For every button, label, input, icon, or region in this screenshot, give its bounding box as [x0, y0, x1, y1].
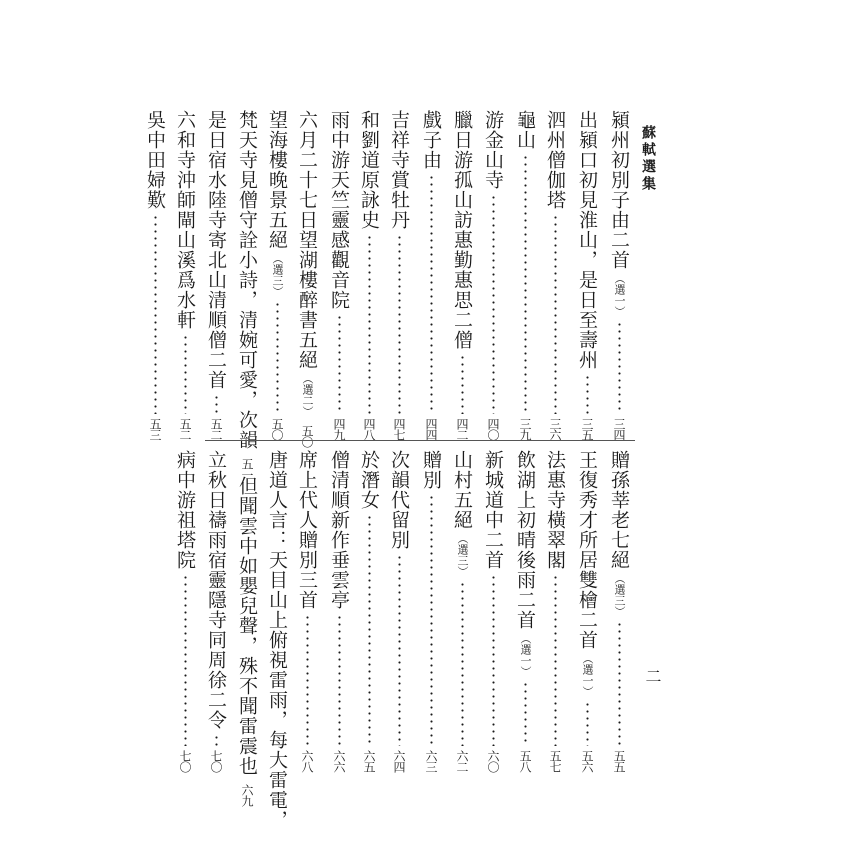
- entry-title: 新城道中二首: [482, 450, 504, 570]
- dot-leader: [306, 614, 309, 746]
- entry-title: 吳中田婦歎: [144, 110, 166, 210]
- toc-entry[interactable]: [480, 450, 506, 772]
- dot-leader: [524, 154, 527, 414]
- toc-entry[interactable]: [512, 110, 538, 440]
- entry-title: 和劉道原詠史: [358, 110, 380, 230]
- entry-page: 六八: [300, 750, 314, 772]
- entry-page: 四八: [362, 418, 376, 440]
- dot-leader: [338, 314, 341, 414]
- toc-entry[interactable]: [172, 450, 198, 772]
- entry-page: 六二: [455, 750, 469, 772]
- entry-page: 五二: [209, 418, 223, 440]
- dot-leader: [461, 581, 464, 746]
- entry-title: 六月二十七日望湖樓醉書五絕: [296, 110, 318, 370]
- entry-title: 臘日游孤山訪惠勤惠思二僧: [451, 110, 473, 350]
- entry-page: 六六: [332, 750, 346, 772]
- entry-page: 五三: [148, 418, 162, 440]
- entry-title: 出潁口初見淮山，是日至壽州: [576, 110, 598, 370]
- dot-leader: [586, 374, 589, 414]
- entry-title: 雨中游天竺靈感觀音院: [328, 110, 350, 310]
- toc-entry[interactable]: [542, 110, 568, 440]
- toc-entry[interactable]: [418, 110, 444, 440]
- dot-leader: [492, 194, 495, 414]
- toc-entry[interactable]: [294, 110, 320, 447]
- running-title: 蘇軾選集: [640, 125, 656, 193]
- entry-page: 五二: [178, 418, 192, 440]
- dot-leader: [184, 334, 187, 414]
- entry-note: （選一）: [581, 653, 594, 697]
- toc-entry[interactable]: [386, 110, 412, 440]
- entry-title: 席上代人贈別三首: [296, 450, 318, 610]
- entry-page: 三五: [580, 418, 594, 440]
- entry-page: 六五: [362, 750, 376, 772]
- dot-leader: [586, 701, 589, 746]
- dot-leader: [430, 494, 433, 746]
- toc-entry[interactable]: [480, 110, 506, 440]
- dot-leader: [215, 734, 218, 746]
- dot-leader: [492, 574, 495, 746]
- toc-entry[interactable]: [356, 110, 382, 440]
- entry-title: 龜山: [514, 110, 536, 150]
- toc-entry[interactable]: [142, 110, 168, 440]
- toc-entry[interactable]: [326, 110, 352, 440]
- toc-entry[interactable]: [418, 450, 444, 772]
- section-divider: [205, 440, 635, 441]
- entry-page: 六四: [392, 750, 406, 772]
- toc-entry[interactable]: [449, 110, 475, 440]
- entry-page: 三九: [518, 418, 532, 440]
- page-number: 二: [643, 668, 662, 684]
- entry-note: （選三）: [613, 573, 626, 617]
- entry-title: 唐道人言：天目山上俯視雷雨，每大雷電，: [266, 450, 288, 830]
- dot-leader: [554, 574, 557, 746]
- entry-title: 次韻代留別: [388, 450, 410, 550]
- entry-title: 是日宿水陸寺寄北山清順僧二首: [205, 110, 227, 390]
- toc-entry[interactable]: [449, 450, 475, 772]
- toc-entry[interactable]: [356, 450, 382, 772]
- entry-page: 四二: [455, 418, 469, 440]
- toc-entry[interactable]: [203, 110, 229, 440]
- entry-title: 贈別: [420, 450, 442, 490]
- dot-leader: [430, 174, 433, 414]
- entry-page: 六三: [424, 750, 438, 772]
- entry-title: 於潛女: [358, 450, 380, 510]
- dot-leader: [524, 681, 527, 746]
- entry-page: 七〇: [209, 750, 223, 772]
- entry-page: 四四: [424, 418, 438, 440]
- entry-title: 王復秀才所居雙檜二首: [576, 450, 598, 650]
- entry-title: 戲子由: [420, 110, 442, 170]
- toc-entry-long-line1[interactable]: [264, 450, 290, 830]
- entry-note: （選三）: [456, 533, 469, 577]
- toc-entry[interactable]: [542, 450, 568, 772]
- entry-page: 三四: [612, 418, 626, 440]
- toc-entry[interactable]: [606, 110, 632, 440]
- toc-entry[interactable]: [172, 110, 198, 440]
- entry-page: 五七: [548, 750, 562, 772]
- entry-note: （選一）: [519, 633, 532, 677]
- entry-title: 泗州僧伽塔: [544, 110, 566, 210]
- entry-note: （選三）: [271, 253, 284, 297]
- entry-note: （選一）: [613, 273, 626, 317]
- entry-page: 六九: [240, 784, 254, 806]
- toc-entry[interactable]: [234, 110, 260, 480]
- entry-title: 病中游祖塔院: [174, 450, 196, 570]
- toc-entry[interactable]: [574, 450, 600, 772]
- entry-page: 四〇: [486, 418, 500, 440]
- dot-leader: [154, 214, 157, 414]
- dot-leader: [215, 394, 218, 414]
- toc-entry[interactable]: [326, 450, 352, 772]
- dot-leader: [398, 554, 401, 746]
- entry-page: 五八: [518, 750, 532, 772]
- entry-title: 潁州初別子由二首: [608, 110, 630, 270]
- entry-title: 僧清順新作垂雲亭: [328, 450, 350, 610]
- toc-entry[interactable]: [203, 450, 229, 772]
- entry-page: 三六: [548, 418, 562, 440]
- toc-entry-long-line2[interactable]: [234, 450, 260, 806]
- dot-leader: [276, 301, 279, 414]
- entry-page: 六〇: [486, 750, 500, 772]
- toc-entry[interactable]: [386, 450, 412, 772]
- entry-note: （選二）: [301, 373, 314, 417]
- entry-title-continued: 但聞雲中如嬰兒聲，殊不聞雷震也: [236, 476, 258, 776]
- dot-leader: [184, 574, 187, 746]
- toc-entry[interactable]: [574, 110, 600, 440]
- dot-leader: [338, 614, 341, 746]
- entry-title: 梵天寺見僧守詮小詩，清婉可愛，次韻: [236, 110, 258, 450]
- toc-entry[interactable]: [264, 110, 290, 440]
- entry-page: 五〇: [300, 425, 314, 447]
- entry-title: 法惠寺橫翠閣: [544, 450, 566, 570]
- dot-leader: [368, 234, 371, 414]
- dot-leader: [398, 234, 401, 414]
- dot-leader: [554, 214, 557, 414]
- entry-page: 五一: [240, 458, 254, 480]
- entry-title: 游金山寺: [482, 110, 504, 190]
- entry-page: 五六: [580, 750, 594, 772]
- entry-title: 六和寺沖師閘山溪爲水軒: [174, 110, 196, 330]
- dot-leader: [461, 354, 464, 414]
- entry-title: 飲湖上初晴後雨二首: [514, 450, 536, 630]
- entry-title: 山村五絕: [451, 450, 473, 530]
- entry-title: 吉祥寺賞牡丹: [388, 110, 410, 230]
- entry-page: 四九: [332, 418, 346, 440]
- entry-title: 望海樓晚景五絕: [266, 110, 288, 250]
- dot-leader: [618, 321, 621, 414]
- dot-leader: [618, 621, 621, 746]
- entry-page: 五〇: [270, 418, 284, 440]
- entry-title: 贈孫莘老七絕: [608, 450, 630, 570]
- entry-page: 四七: [392, 418, 406, 440]
- toc-entry[interactable]: [294, 450, 320, 772]
- entry-page: 七〇: [178, 750, 192, 772]
- toc-entry[interactable]: [512, 450, 538, 772]
- entry-page: 五五: [612, 750, 626, 772]
- toc-entry[interactable]: [606, 450, 632, 772]
- entry-title: 立秋日禱雨宿靈隱寺同周徐二令: [205, 450, 227, 730]
- dot-leader: [368, 514, 371, 746]
